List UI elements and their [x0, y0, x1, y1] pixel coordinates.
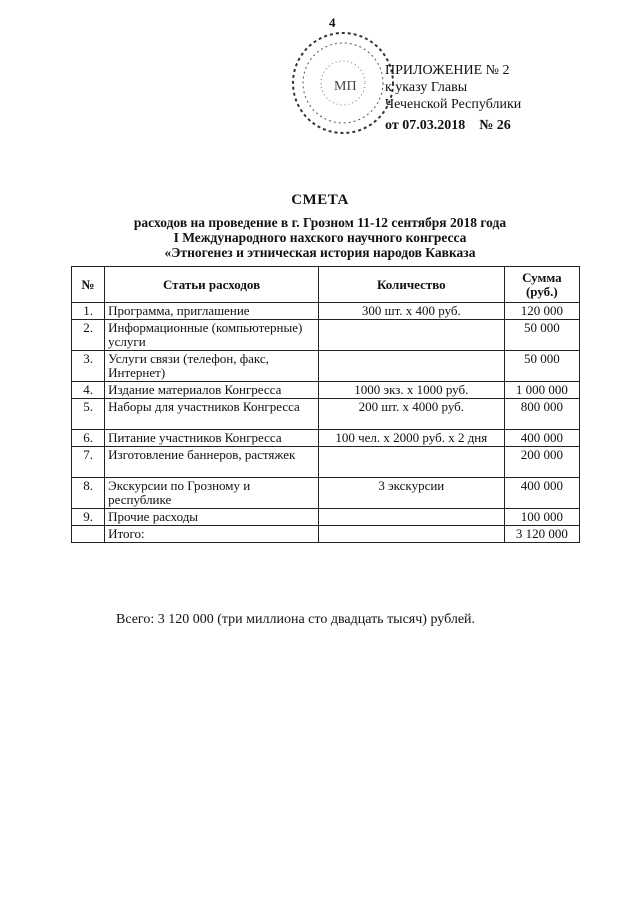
table-row	[72, 478, 580, 509]
official-seal-stamp	[288, 28, 398, 138]
table-header-row	[72, 267, 580, 303]
title-line-1: расходов на проведение в г. Грозном 11-12 сентября 2018 года	[133, 215, 507, 230]
total-summary: Всего: 3 120 000 (три миллиона сто двадцать тысяч) рублей.	[116, 612, 476, 627]
decree-line	[385, 117, 521, 134]
row-sum: 120 000	[504, 303, 579, 320]
header-item: Статьи расходов	[105, 267, 319, 303]
row-sum: 800 000	[504, 399, 579, 430]
row-quantity	[318, 320, 504, 351]
row-quantity: 300 шт. x 400 руб.	[318, 303, 504, 320]
document-heading: СМЕТА	[291, 192, 349, 208]
row-quantity	[318, 509, 504, 526]
total-label: Итого:	[105, 526, 319, 543]
row-num: 1.	[72, 303, 105, 320]
appendix-line-decree-of: к указу Главы	[385, 80, 468, 95]
row-sum: 100 000	[504, 509, 579, 526]
table-row	[72, 382, 580, 399]
row-num: 6.	[72, 430, 105, 447]
row-quantity: 200 шт. x 4000 руб.	[318, 399, 504, 430]
appendix-block	[385, 62, 521, 134]
appendix-line-republic: Чеченской Республики	[385, 97, 522, 112]
title-line-3: «Этногенез и этническая история народов Кавказа	[164, 245, 476, 260]
row-num: 4.	[72, 382, 105, 399]
total-sum: 3 120 000	[504, 526, 579, 543]
table-row	[72, 351, 580, 382]
row-sum: 50 000	[504, 320, 579, 351]
table-row	[72, 447, 580, 478]
row-sum: 400 000	[504, 430, 579, 447]
table-row	[72, 399, 580, 430]
row-item: Питание участников Конгресса	[105, 430, 319, 447]
row-quantity	[318, 351, 504, 382]
row-num: 7.	[72, 447, 105, 478]
row-item: Информационные (компьютерные) услуги	[105, 320, 319, 351]
row-item: Изготовление баннеров, растяжек	[105, 447, 319, 478]
table-row	[72, 320, 580, 351]
row-item: Экскурсии по Грозному и республике	[105, 478, 319, 509]
row-item: Наборы для участников Конгресса	[105, 399, 319, 430]
estimate-table	[71, 266, 580, 543]
row-sum: 200 000	[504, 447, 579, 478]
row-item: Прочие расходы	[105, 509, 319, 526]
row-num: 3.	[72, 351, 105, 382]
decree-number: № 26	[479, 118, 511, 133]
table-row	[72, 509, 580, 526]
header-num: №	[72, 267, 105, 303]
total-quantity-cell	[318, 526, 504, 543]
total-num-cell	[72, 526, 105, 543]
header-sum: Сумма (руб.)	[504, 267, 579, 303]
seal-text: МП	[334, 79, 357, 94]
row-num: 5.	[72, 399, 105, 430]
table-total-row	[72, 526, 580, 543]
row-num: 2.	[72, 320, 105, 351]
row-item: Программа, приглашение	[105, 303, 319, 320]
decree-date: от 07.03.2018	[385, 118, 466, 133]
row-sum: 400 000	[504, 478, 579, 509]
row-item: Услуги связи (телефон, факс, Интернет)	[105, 351, 319, 382]
row-quantity: 100 чел. x 2000 руб. x 2 дня	[318, 430, 504, 447]
header-quantity: Количество	[318, 267, 504, 303]
row-quantity	[318, 447, 504, 478]
row-quantity: 3 экскурсии	[318, 478, 504, 509]
row-item: Издание материалов Конгресса	[105, 382, 319, 399]
row-sum: 1 000 000	[504, 382, 579, 399]
page-number: 4	[329, 15, 336, 30]
table-row	[72, 303, 580, 320]
table-row	[72, 430, 580, 447]
title-line-2: I Международного нахского научного конгресса	[173, 230, 467, 245]
row-quantity: 1000 экз. x 1000 руб.	[318, 382, 504, 399]
row-num: 9.	[72, 509, 105, 526]
appendix-title: ПРИЛОЖЕНИЕ № 2	[385, 63, 510, 78]
row-num: 8.	[72, 478, 105, 509]
row-sum: 50 000	[504, 351, 579, 382]
document-title-block	[0, 192, 640, 260]
